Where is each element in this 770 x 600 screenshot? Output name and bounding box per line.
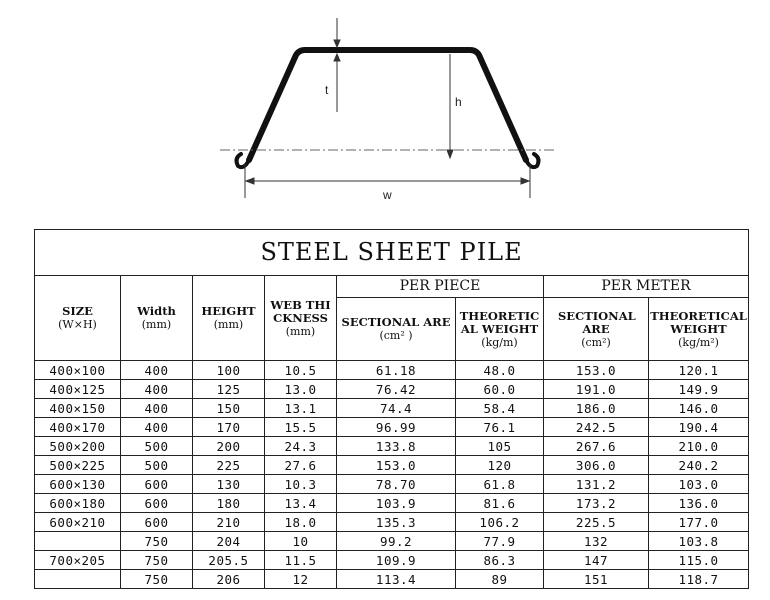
cell-meter-sectional-area: 306.0	[544, 456, 649, 475]
cell-meter-sectional-area: 151	[544, 570, 649, 589]
col-header-meter-theoretical-weight: THEORETICAL WEIGHT (kg/m²)	[649, 298, 749, 361]
cell-piece-theoretical-weight: 48.0	[456, 361, 544, 380]
cell-size: 600×130	[35, 475, 121, 494]
col-header-width: Width (mm)	[121, 276, 193, 361]
cell-web-thickness: 24.3	[265, 437, 337, 456]
cell-height: 204	[193, 532, 265, 551]
cell-size: 600×180	[35, 494, 121, 513]
thickness-dimension	[334, 18, 340, 112]
cell-meter-sectional-area: 191.0	[544, 380, 649, 399]
cell-piece-sectional-area: 113.4	[337, 570, 456, 589]
col-header-height: HEIGHT (mm)	[193, 276, 265, 361]
cell-height: 210	[193, 513, 265, 532]
group-header-per-meter: PER METER	[544, 276, 749, 298]
cell-size	[35, 570, 121, 589]
cell-meter-theoretical-weight: 210.0	[649, 437, 749, 456]
cell-piece-theoretical-weight: 106.2	[456, 513, 544, 532]
cell-size	[35, 532, 121, 551]
cell-meter-sectional-area: 225.5	[544, 513, 649, 532]
cell-size: 700×205	[35, 551, 121, 570]
cell-height: 130	[193, 475, 265, 494]
cell-size: 500×200	[35, 437, 121, 456]
table-row	[35, 513, 749, 532]
spec-table	[34, 229, 749, 589]
cell-meter-theoretical-weight: 149.9	[649, 380, 749, 399]
cell-meter-theoretical-weight: 240.2	[649, 456, 749, 475]
table-row	[35, 361, 749, 380]
cell-size: 400×125	[35, 380, 121, 399]
sheet-pile-profile-diagram	[0, 0, 770, 228]
cell-height: 206	[193, 570, 265, 589]
cell-meter-theoretical-weight: 146.0	[649, 399, 749, 418]
table-row	[35, 551, 749, 570]
cell-size: 600×210	[35, 513, 121, 532]
cell-web-thickness: 10.5	[265, 361, 337, 380]
cell-width: 600	[121, 494, 193, 513]
cell-width: 750	[121, 570, 193, 589]
cell-meter-theoretical-weight: 190.4	[649, 418, 749, 437]
cell-width: 750	[121, 551, 193, 570]
cell-piece-sectional-area: 61.18	[337, 361, 456, 380]
cell-piece-sectional-area: 103.9	[337, 494, 456, 513]
cell-meter-theoretical-weight: 103.0	[649, 475, 749, 494]
cell-width: 400	[121, 361, 193, 380]
cell-piece-theoretical-weight: 61.8	[456, 475, 544, 494]
table-body	[35, 361, 749, 589]
table-title: STEEL SHEET PILE	[35, 230, 749, 276]
cell-piece-theoretical-weight: 60.0	[456, 380, 544, 399]
cell-web-thickness: 11.5	[265, 551, 337, 570]
cell-width: 600	[121, 513, 193, 532]
cell-piece-theoretical-weight: 76.1	[456, 418, 544, 437]
cell-meter-theoretical-weight: 120.1	[649, 361, 749, 380]
cell-web-thickness: 15.5	[265, 418, 337, 437]
cell-width: 500	[121, 456, 193, 475]
cell-web-thickness: 27.6	[265, 456, 337, 475]
cell-size: 400×100	[35, 361, 121, 380]
table-row	[35, 532, 749, 551]
cell-size: 400×170	[35, 418, 121, 437]
group-header-per-piece: PER PIECE	[337, 276, 544, 298]
height-dimension	[447, 54, 453, 158]
cell-meter-theoretical-weight: 103.8	[649, 532, 749, 551]
cell-piece-sectional-area: 78.70	[337, 475, 456, 494]
cell-meter-sectional-area: 267.6	[544, 437, 649, 456]
cell-piece-theoretical-weight: 105	[456, 437, 544, 456]
cell-width: 750	[121, 532, 193, 551]
cell-height: 100	[193, 361, 265, 380]
cell-web-thickness: 18.0	[265, 513, 337, 532]
cell-piece-theoretical-weight: 86.3	[456, 551, 544, 570]
col-header-piece-sectional-area: SECTIONAL ARE (cm² )	[337, 298, 456, 361]
cell-piece-theoretical-weight: 89	[456, 570, 544, 589]
cell-meter-theoretical-weight: 136.0	[649, 494, 749, 513]
cell-meter-theoretical-weight: 177.0	[649, 513, 749, 532]
table-row	[35, 380, 749, 399]
table-row	[35, 418, 749, 437]
table-row	[35, 494, 749, 513]
table-row	[35, 399, 749, 418]
width-label: w	[383, 188, 392, 202]
cell-meter-sectional-area: 131.2	[544, 475, 649, 494]
cell-height: 225	[193, 456, 265, 475]
cell-piece-sectional-area: 99.2	[337, 532, 456, 551]
cell-size: 500×225	[35, 456, 121, 475]
cell-web-thickness: 13.0	[265, 380, 337, 399]
cell-width: 400	[121, 418, 193, 437]
cell-meter-sectional-area: 153.0	[544, 361, 649, 380]
height-label: h	[455, 95, 462, 109]
cell-height: 125	[193, 380, 265, 399]
cell-width: 500	[121, 437, 193, 456]
cell-meter-sectional-area: 173.2	[544, 494, 649, 513]
cell-piece-sectional-area: 96.99	[337, 418, 456, 437]
cell-web-thickness: 13.1	[265, 399, 337, 418]
cell-height: 205.5	[193, 551, 265, 570]
cell-web-thickness: 10	[265, 532, 337, 551]
table-row	[35, 475, 749, 494]
cell-height: 200	[193, 437, 265, 456]
cell-meter-sectional-area: 186.0	[544, 399, 649, 418]
cell-width: 400	[121, 399, 193, 418]
table-row	[35, 437, 749, 456]
cell-height: 170	[193, 418, 265, 437]
cell-piece-theoretical-weight: 81.6	[456, 494, 544, 513]
cell-piece-sectional-area: 153.0	[337, 456, 456, 475]
cell-web-thickness: 13.4	[265, 494, 337, 513]
col-header-piece-theoretical-weight: THEORETICAL WEIGHT (kg/m)	[456, 298, 544, 361]
cell-piece-sectional-area: 76.42	[337, 380, 456, 399]
cell-meter-sectional-area: 132	[544, 532, 649, 551]
cell-piece-sectional-area: 135.3	[337, 513, 456, 532]
cell-width: 600	[121, 475, 193, 494]
cell-size: 400×150	[35, 399, 121, 418]
cell-meter-theoretical-weight: 115.0	[649, 551, 749, 570]
cell-meter-sectional-area: 147	[544, 551, 649, 570]
cell-piece-sectional-area: 74.4	[337, 399, 456, 418]
cell-height: 180	[193, 494, 265, 513]
cell-meter-sectional-area: 242.5	[544, 418, 649, 437]
cell-piece-theoretical-weight: 58.4	[456, 399, 544, 418]
table-row	[35, 456, 749, 475]
cell-piece-sectional-area: 133.8	[337, 437, 456, 456]
cell-piece-theoretical-weight: 120	[456, 456, 544, 475]
cell-piece-theoretical-weight: 77.9	[456, 532, 544, 551]
cell-web-thickness: 10.3	[265, 475, 337, 494]
col-header-meter-sectional-area: SECTIONAL ARE (cm²)	[544, 298, 649, 361]
cell-height: 150	[193, 399, 265, 418]
col-header-web-thickness: WEB THICKNESS (mm)	[265, 276, 337, 361]
cell-meter-theoretical-weight: 118.7	[649, 570, 749, 589]
col-header-size: SIZE (W×H)	[35, 276, 121, 361]
cell-piece-sectional-area: 109.9	[337, 551, 456, 570]
table-row	[35, 570, 749, 589]
cell-web-thickness: 12	[265, 570, 337, 589]
cell-width: 400	[121, 380, 193, 399]
thickness-label: t	[325, 83, 329, 97]
